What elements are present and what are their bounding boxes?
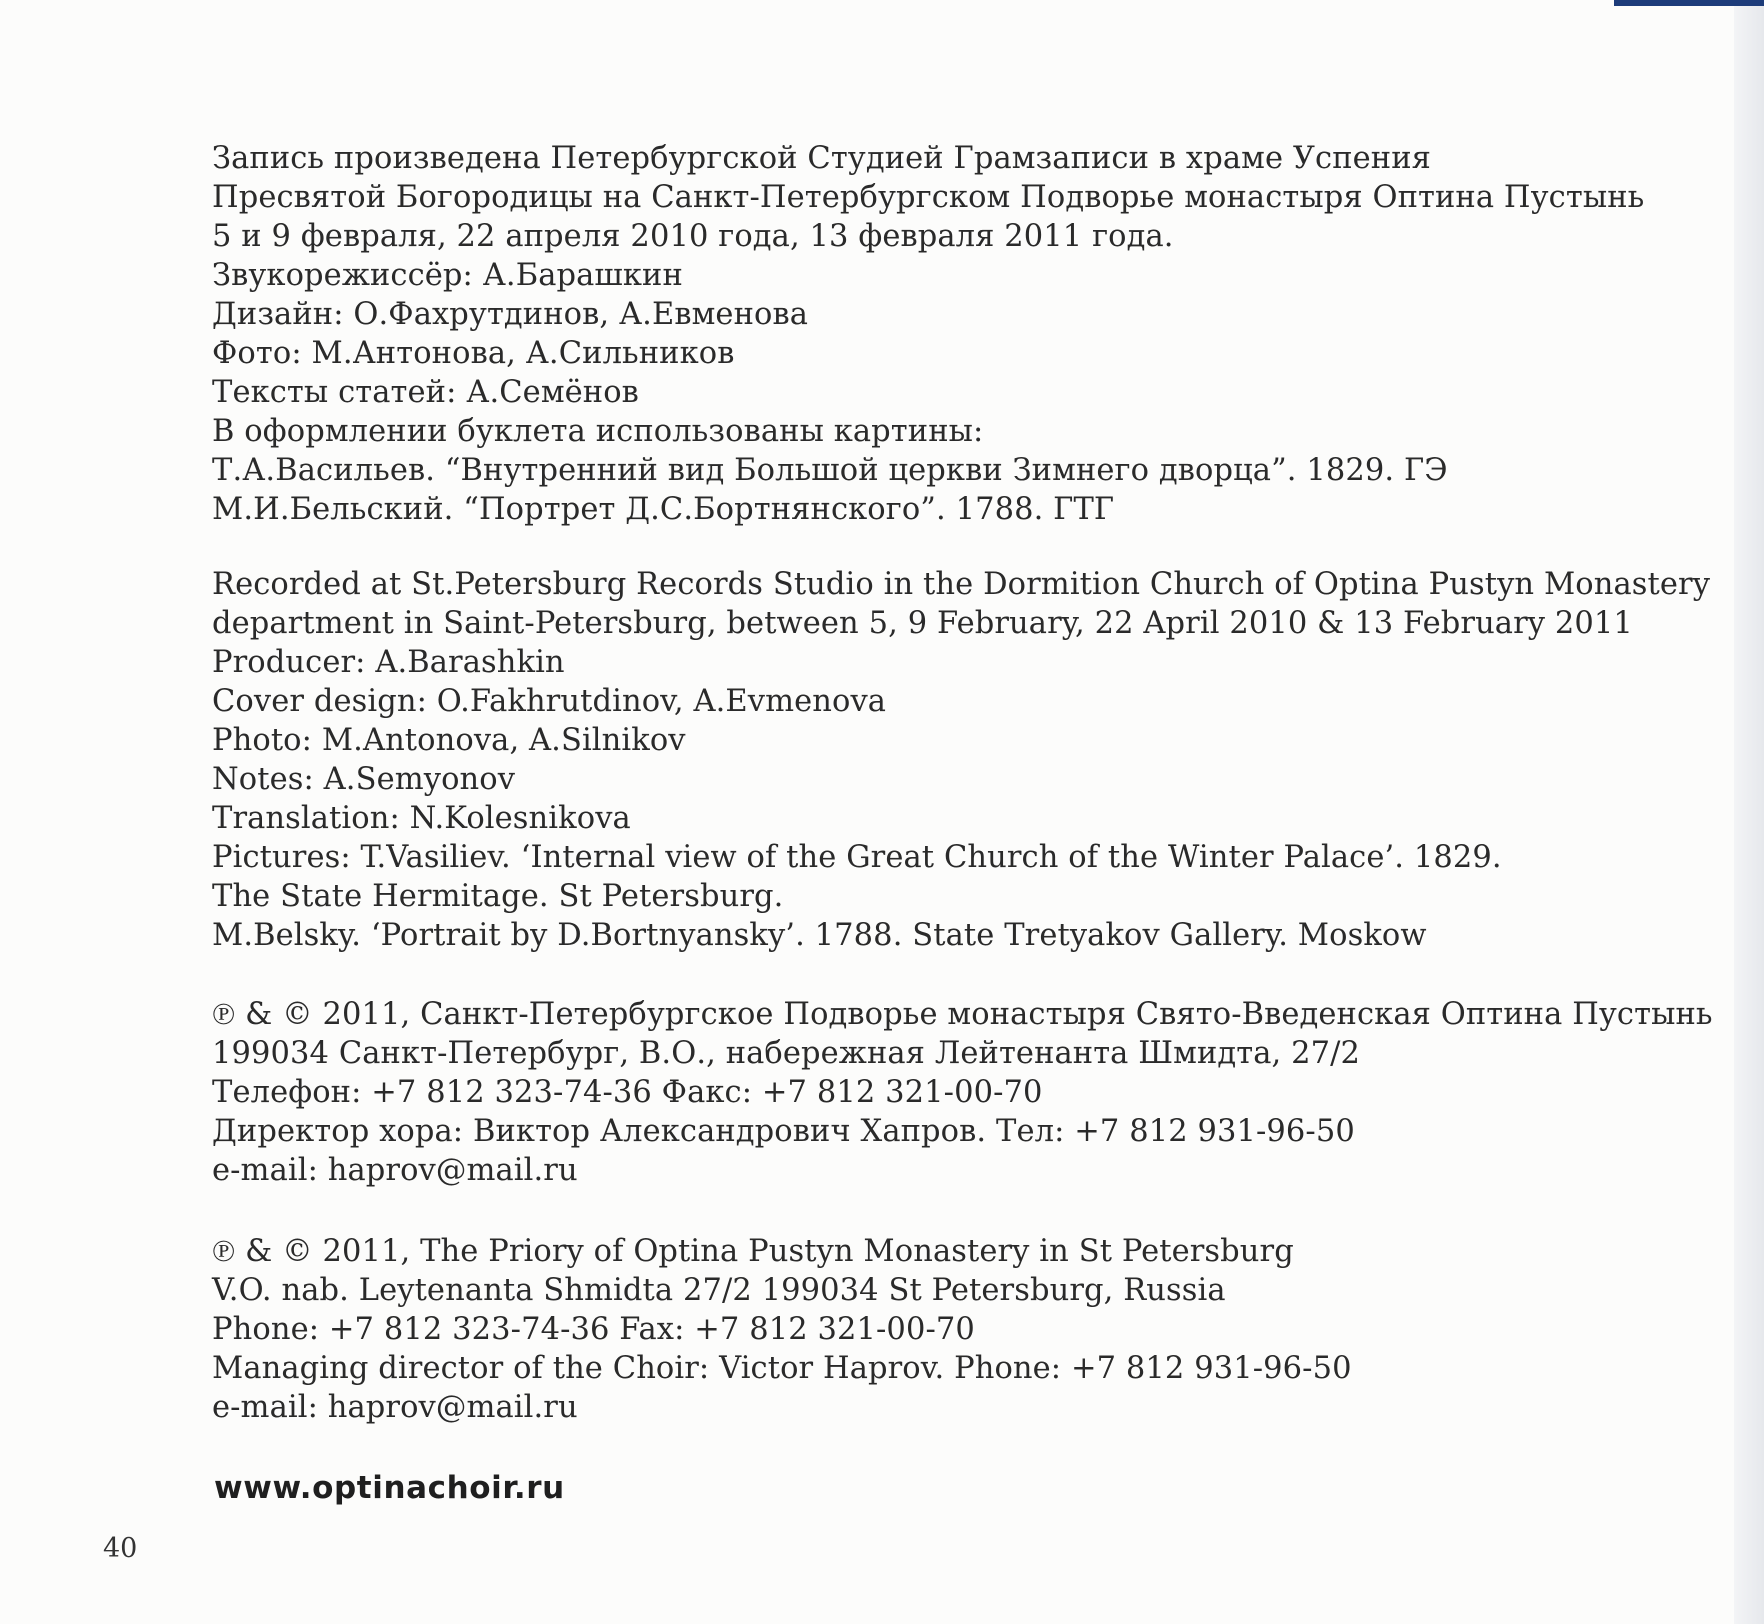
text-line: Managing director of the Choir: Victor Haprov. Phone: +7 812 931-96-50 xyxy=(212,1351,1352,1386)
text-line: Recorded at St.Petersburg Records Studio in the Dormition Church of Optina Pustyn Monastery xyxy=(212,567,1711,602)
text-line: M.Belsky. ‘Portrait by D.Bortnyansky’. 1788. State Tretyakov Gallery. Moskow xyxy=(212,918,1427,953)
text-line: ℗ & © 2011, Санкт-Петербургское Подворье монастыря Свято-Введенская Оптина Пустынь xyxy=(212,997,1713,1032)
text-line: Producer: A.Barashkin xyxy=(212,645,565,680)
text-line: 199034 Санкт-Петербург, В.О., набережная Лейтенанта Шмидта, 27/2 xyxy=(212,1036,1361,1071)
text-line: Translation: N.Kolesnikova xyxy=(212,801,631,836)
page-number: 40 xyxy=(103,1533,138,1564)
text-line: Фото: М.Антонова, А.Сильников xyxy=(212,336,735,371)
text-line: Т.А.Васильев. “Внутренний вид Большой церкви Зимнего дворца”. 1829. ГЭ xyxy=(212,453,1448,488)
text-line: Cover design: O.Fakhrutdinov, A.Evmenova xyxy=(212,684,887,719)
text-line: Тексты статей: А.Семёнов xyxy=(212,375,639,410)
text-line: Запись произведена Петербургской Студией Грамзаписи в храме Успения xyxy=(212,141,1431,176)
text-line: Звукорежиссёр: А.Барашкин xyxy=(212,258,683,293)
english-contacts-block xyxy=(212,1232,1352,1427)
text-line: Пресвятой Богородицы на Санкт-Петербургском Подворье монастыря Оптина Пустынь xyxy=(212,180,1645,215)
english-credits-block xyxy=(212,565,1710,955)
text-line: Photo: M.Antonova, A.Silnikov xyxy=(212,723,686,758)
email-line: e-mail: haprov@mail.ru xyxy=(212,1390,578,1425)
page-edge-strip xyxy=(1734,0,1764,1624)
text-line: Notes: A.Semyonov xyxy=(212,762,516,797)
text-line: М.И.Бельский. “Портрет Д.С.Бортнянского”. 1788. ГТГ xyxy=(212,492,1115,527)
text-line: V.O. nab. Leytenanta Shmidta 27/2 199034 St Petersburg, Russia xyxy=(212,1273,1226,1308)
text-line: department in Saint-Petersburg, between 5, 9 February, 22 April 2010 & 13 February 2011 xyxy=(212,606,1633,641)
text-line: Pictures: T.Vasiliev. ‘Internal view of the Great Church of the Winter Palace’. 1829. xyxy=(212,840,1502,875)
text-line: В оформлении буклета использованы картины: xyxy=(212,414,984,449)
text-line: Дизайн: О.Фахрутдинов, А.Евменова xyxy=(212,297,809,332)
text-line: ℗ & © 2011, The Priory of Optina Pustyn Monastery in St Petersburg xyxy=(212,1234,1294,1269)
text-line: The State Hermitage. St Petersburg. xyxy=(212,879,784,914)
text-line: Телефон: +7 812 323-74-36 Факс: +7 812 321-00-70 xyxy=(212,1075,1043,1110)
page-edge-accent xyxy=(1614,0,1764,6)
text-line: Phone: +7 812 323-74-36 Fax: +7 812 321-00-70 xyxy=(212,1312,975,1347)
text-line: Директор хора: Виктор Александрович Хапров. Тел: +7 812 931-96-50 xyxy=(212,1114,1355,1149)
russian-contacts-block xyxy=(212,995,1713,1190)
website-url: www.optinachoir.ru xyxy=(214,1470,565,1506)
text-line: 5 и 9 февраля, 22 апреля 2010 года, 13 февраля 2011 года. xyxy=(212,219,1174,254)
russian-credits-block xyxy=(212,139,1644,529)
email-line: e-mail: haprov@mail.ru xyxy=(212,1153,578,1188)
